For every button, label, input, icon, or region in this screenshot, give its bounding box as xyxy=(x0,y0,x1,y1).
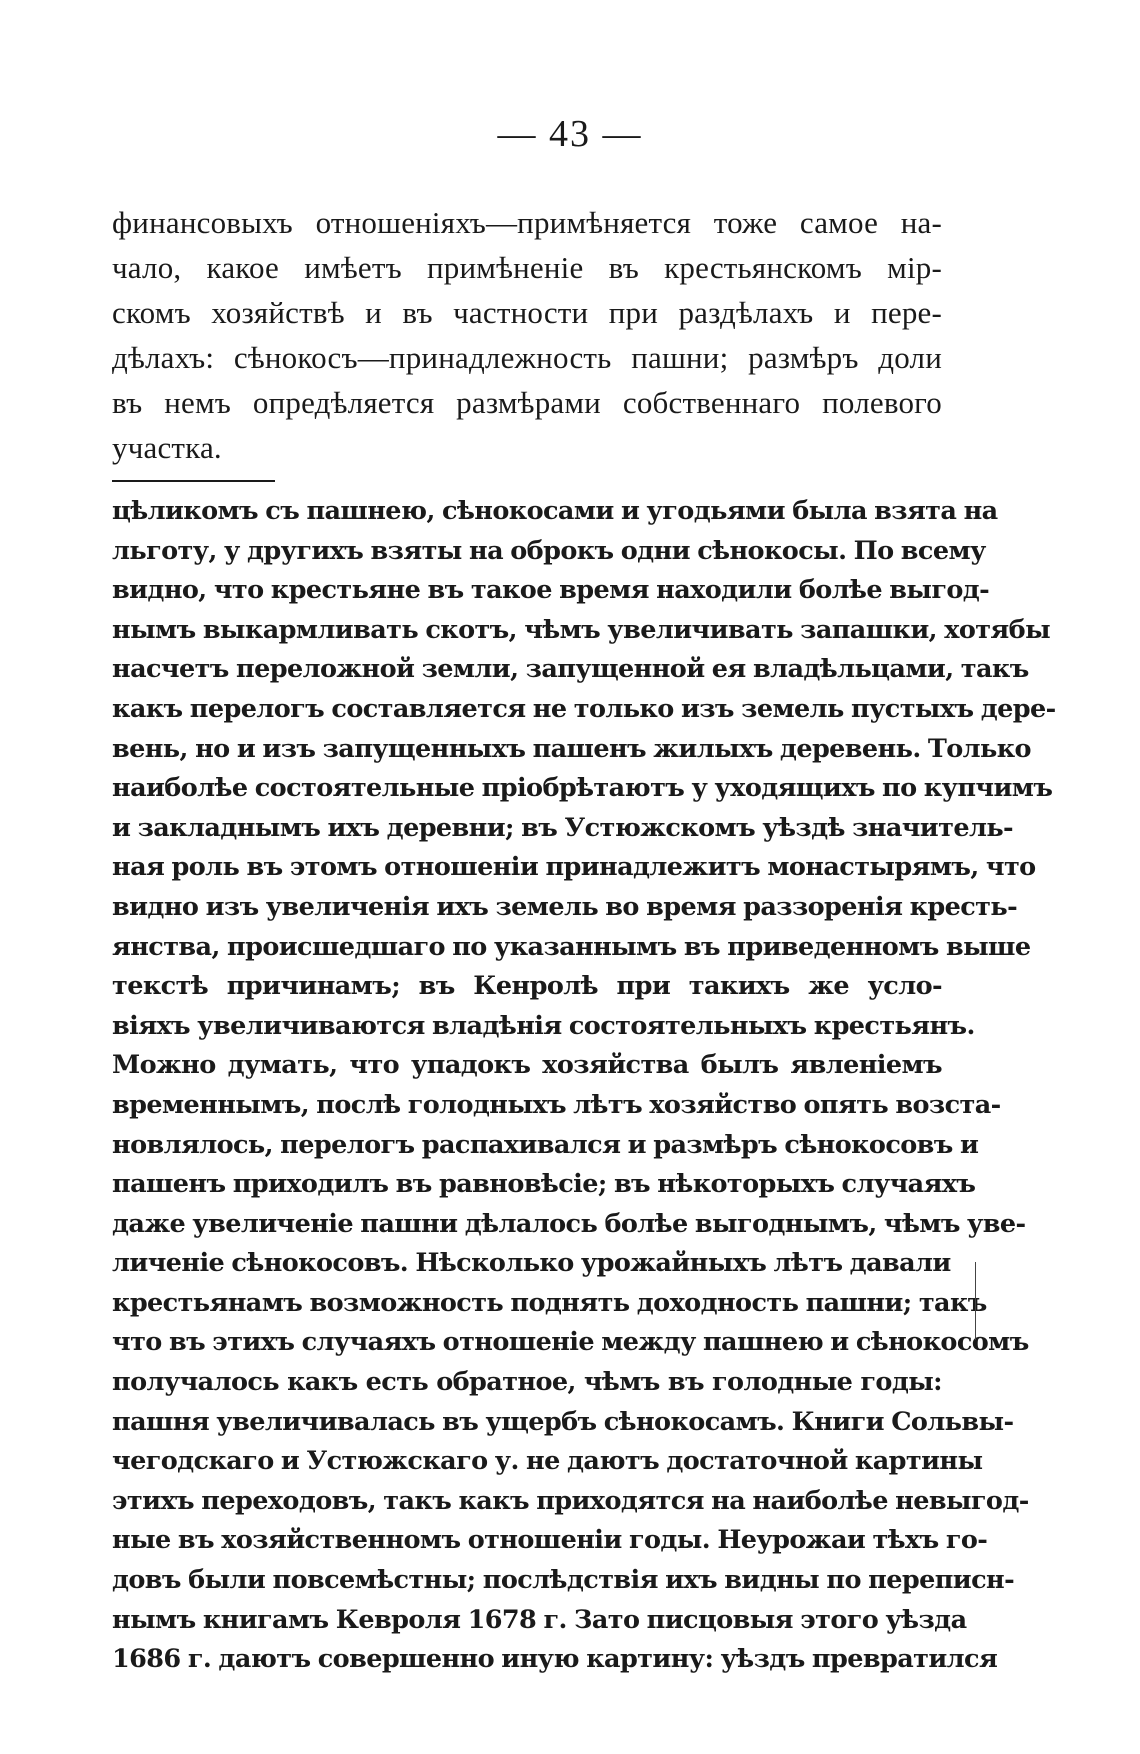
footnote-line: что въ этихъ случаяхъ отношеніе между пашнею и сѣнокосомъ xyxy=(112,1327,1029,1358)
main-text-line: участка. xyxy=(112,430,222,465)
footnote-divider xyxy=(112,480,275,482)
footnote-line: какъ перелогъ составляется не только изъ земель пустыхъ дере- xyxy=(112,693,1056,724)
footnote-line: Можно думать, что упадокъ хозяйства былъ явленіемъ xyxy=(112,1050,942,1081)
footnote-line: довъ были повсемѣстны; послѣдствія ихъ видны по переписн- xyxy=(112,1565,1015,1596)
main-text-line: финансовыхъ отношеніяхъ—примѣняется тоже самое на- xyxy=(112,205,942,240)
footnote-line: ная роль въ этомъ отношеніи принадлежитъ монастырямъ, что xyxy=(112,852,1036,883)
main-text-line: въ немъ опредѣляется размѣрами собственнаго полевого xyxy=(112,385,942,420)
footnote-block xyxy=(112,492,1056,1680)
footnote-line: віяхъ увеличиваются владѣнія состоятельныхъ крестьянъ. xyxy=(112,1010,975,1041)
main-text-line: чало, какое имѣетъ примѣненіе въ крестьянскомъ мір- xyxy=(112,250,942,285)
footnote-line: льготу, у другихъ взяты на оброкъ одни сѣнокосы. По всему xyxy=(112,535,986,566)
footnote-line: видно, что крестьяне въ такое время находили болѣе выгод- xyxy=(112,575,990,606)
footnote-line: даже увеличеніе пашни дѣлалось болѣе выгоднымъ, чѣмъ уве- xyxy=(112,1208,1026,1239)
footnote-line: вень, но и изъ запущенныхъ пашенъ жилыхъ деревень. Только xyxy=(112,733,1031,764)
footnote-line: новлялось, перелогъ распахивался и размѣръ сѣнокосовъ и xyxy=(112,1129,979,1160)
footnote-line: получалось какъ есть обратное, чѣмъ въ голодные годы: xyxy=(112,1367,942,1398)
footnote-line: ные въ хозяйственномъ отношеніи годы. Неурожаи тѣхъ го- xyxy=(112,1525,988,1556)
footnote-line: личеніе сѣнокосовъ. Нѣсколько урожайныхъ лѣтъ давали xyxy=(112,1248,951,1279)
footnote-line: нымъ книгамъ Кевроля 1678 г. Зато писцовыя этого уѣзда xyxy=(112,1604,967,1635)
footnote-line: текстѣ причинамъ; въ Кенролѣ при такихъ же усло- xyxy=(112,971,942,1002)
margin-pencil-mark xyxy=(975,1262,976,1340)
main-text-line: скомъ хозяйствѣ и въ частности при раздѣлахъ и пере- xyxy=(112,295,942,330)
footnote-line: наиболѣе состоятельные пріобрѣтаютъ у уходящихъ по купчимъ xyxy=(112,773,1053,804)
footnote-line: крестьянамъ возможность поднять доходность пашни; такъ xyxy=(112,1287,987,1318)
footnote-line: чегодскаго и Устюжскаго у. не даютъ достаточной картины xyxy=(112,1446,983,1477)
footnote-line: нымъ выкармливать скотъ, чѣмъ увеличивать запашки, хотябы xyxy=(112,614,1051,645)
footnote-line: 1686 г. даютъ совершенно иную картину: уѣздъ превратился xyxy=(112,1644,998,1675)
footnote-line: видно изъ увеличенія ихъ земель во время раззоренія кресть- xyxy=(112,891,1018,922)
footnote-line: пашня увеличивалась въ ущербъ сѣнокосамъ. Книги Сольвы- xyxy=(112,1406,1014,1437)
footnote-line: временнымъ, послѣ голодныхъ лѣтъ хозяйство опять возста- xyxy=(112,1089,1001,1120)
main-paragraph xyxy=(112,200,942,470)
footnote-line: насчетъ переложной земли, запущенной ея владѣльцами, такъ xyxy=(112,654,1029,685)
footnote-line: янства, происшедшаго по указаннымъ въ приведенномъ выше xyxy=(112,931,1031,962)
footnote-line: пашенъ приходилъ въ равновѣсіе; въ нѣкоторыхъ случаяхъ xyxy=(112,1169,976,1200)
footnote-line: этихъ переходовъ, такъ какъ приходятся на наиболѣе невыгод- xyxy=(112,1485,1029,1516)
footnote-line: цѣликомъ съ пашнею, сѣнокосами и угодьями была взята на xyxy=(112,496,998,526)
page-number: — 43 — xyxy=(497,113,643,155)
footnote-line: и закладнымъ ихъ деревни; въ Устюжскомъ уѣздѣ значитель- xyxy=(112,812,1014,843)
main-text-line: дѣлахъ: сѣнокосъ—принадлежность пашни; размѣръ доли xyxy=(112,340,942,375)
